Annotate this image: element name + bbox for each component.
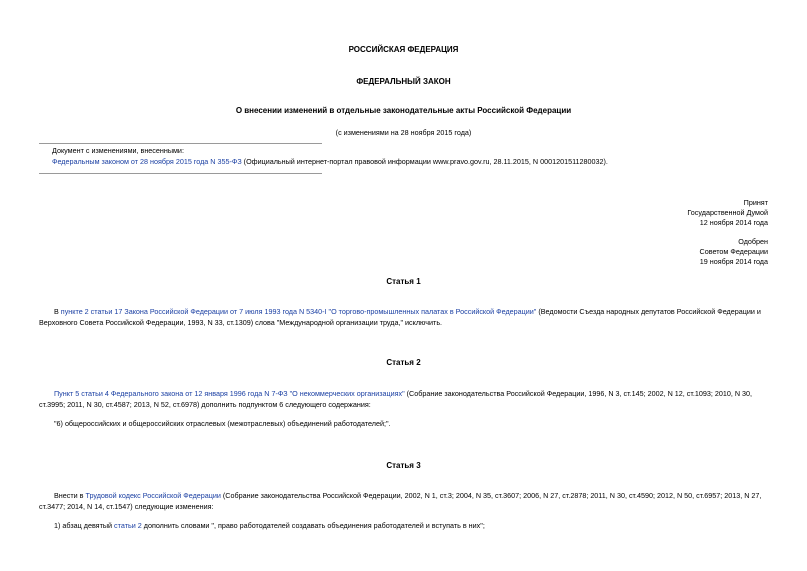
article-2-rest: (Собрание законодательства Российской Федерации, 1996, N 3, ст.145; 2002, N 12, ст.1093; 2010, N 30, ст.3995; 2011, N 30, ст.4587; 2013, N 52, ст.6978) дополнить подпунктом 6 следующего содержания: (39, 389, 752, 409)
article-3-rest: (Собрание законодательства Российской Федерации, 2002, N 1, ст.3; 2004, N 35, ст.3607; 2006, N 27, ст.2878; 2011, N 30, ст.4590; 2012, N 50, ст.6957; 2013, N 27, ст.3477; 2014, N 14, ст.1547) следующие изменения: (39, 491, 762, 511)
document-title: О внесении изменений в отдельные законодательные акты Российской Федерации (235, 106, 572, 115)
article-2-code-link[interactable]: статьи 2 (114, 521, 142, 530)
approved-block (700, 237, 768, 267)
article-1-law-link[interactable]: пункте 2 статьи 17 Закона Российской Федерации от 7 июля 1993 года N 5340-I "О торгово-промышленных палатах в Российской Федерации" (60, 307, 537, 316)
approved-line2: Советом Федерации (699, 247, 768, 256)
changes-top-rule (39, 143, 322, 144)
article-2-quote: "6) общероссийских и общероссийских отраслевых (межотраслевых) объединений работодателей;". (54, 419, 391, 428)
article-3-heading: Статья 3 (386, 461, 421, 470)
document-type-heading: ФЕДЕРАЛЬНЫЙ ЗАКОН (356, 77, 451, 86)
article-3-item-1 (54, 521, 485, 530)
article-2-text (39, 388, 769, 410)
article-2-heading: Статья 2 (386, 358, 421, 367)
approved-line1: Одобрен (738, 237, 768, 246)
country-heading: РОССИЙСКАЯ ФЕДЕРАЦИЯ (348, 45, 459, 54)
changes-source-text: (Официальный интернет-портал правовой информации www.pravo.gov.ru, 28.11.2015, N 0001201511280032). (241, 157, 608, 166)
article-1-heading: Статья 1 (386, 277, 421, 286)
article-1-text (39, 306, 769, 328)
amending-law-link[interactable]: Федеральным законом от 28 ноября 2015 года N 355-ФЗ (52, 157, 242, 166)
article-3-text (39, 490, 769, 512)
adopted-block (687, 198, 768, 228)
adopted-line3: 12 ноября 2014 года (699, 218, 768, 227)
article-1-rest: (Ведомости Съезда народных депутатов Российской Федерации и Верховного Совета Российской Федерации, 1993, N 33, ст.1309) слова "Международной организации труда," исключить. (39, 307, 761, 327)
changes-line (52, 157, 608, 166)
adopted-line2: Государственной Думой (687, 208, 768, 217)
article-1-pre: В (54, 307, 61, 316)
article-3-pre: Внести в (54, 491, 86, 500)
adopted-line1: Принят (743, 198, 768, 207)
approved-line3: 19 ноября 2014 года (699, 257, 768, 266)
edition-note: (с изменениями на 28 ноября 2015 года) (335, 128, 472, 137)
article-3-item-1-pre: 1) абзац девятый (54, 521, 115, 530)
labor-code-link[interactable]: Трудовой кодекс Российской Федерации (85, 491, 221, 500)
changes-bottom-rule (39, 173, 322, 174)
article-3-item-1-rest: дополнить словами ", право работодателей создавать объединения работодателей и вступать в них"; (141, 521, 485, 530)
article-2-law-link[interactable]: Пункт 5 статьи 4 Федерального закона от 12 января 1996 года N 7-ФЗ "О некоммерческих организациях" (54, 389, 405, 398)
changes-label: Документ с изменениями, внесенными: (52, 146, 184, 155)
